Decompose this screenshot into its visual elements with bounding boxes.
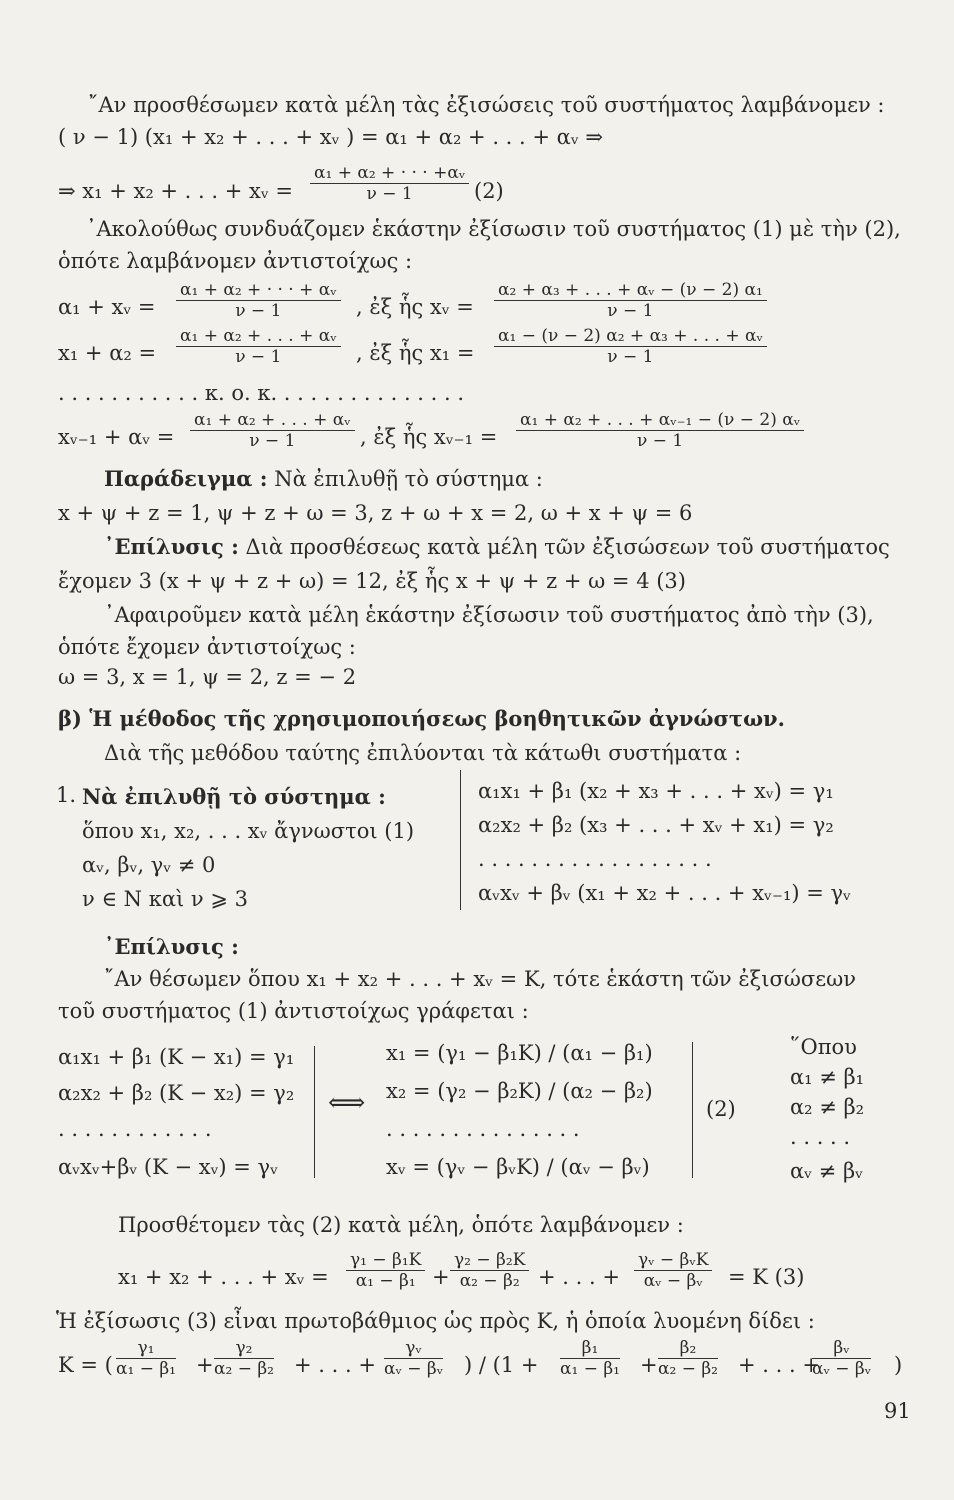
fraction-denominator: ν − 1	[607, 347, 654, 367]
fraction-numerator: γᵥ − βᵥK	[634, 1250, 712, 1271]
text-line: ῞Οπου	[790, 1035, 857, 1059]
fraction	[560, 1338, 620, 1379]
fraction-denominator: α₂ − β₂	[459, 1271, 520, 1291]
fraction	[494, 280, 767, 321]
fraction-denominator: ν − 1	[249, 431, 296, 451]
system-equation: α₂x₂ + β₂ (x₃ + . . . + xᵥ + x₁) = γ₂	[478, 813, 834, 837]
page-number: 91	[884, 1399, 911, 1423]
solution-text: Διὰ προσθέσεως κατὰ μέλη τῶν ἐξισώσεων τοῦ συστήματος	[245, 535, 890, 559]
text-line: ῎Αν προσθέσωμεν κατὰ μέλη τὰς ἐξισώσεις τοῦ συστήματος λαμβάνομεν :	[88, 93, 885, 117]
system-equation: x₂ = (γ₂ − β₂K) / (α₂ − β₂)	[386, 1079, 653, 1103]
text-line: τοῦ συστήματος (1) ἀντιστοίχως γράφεται :	[58, 999, 529, 1023]
text-line: ᾿Αφαιροῦμεν κατὰ μέλη ἑκάστην ἐξίσωσιν τοῦ συστήματος ἀπὸ τὴν (3),	[104, 603, 874, 627]
fraction-numerator: α₁ − (ν − 2) α₂ + α₃ + . . . + αᵥ	[494, 326, 767, 347]
equation-line: , ἐξ ἧς x₁ =	[356, 341, 475, 365]
text-line: Διὰ τῆς μεθόδου ταύτης ἐπιλύονται τὰ κάτωθι συστήματα :	[104, 741, 742, 765]
equation-line: ἔχομεν 3 (x + ψ + z + ω) = 12, ἐξ ἧς x + ψ + z + ω = 4 (3)	[58, 569, 686, 593]
fraction-denominator: αᵥ − βᵥ	[384, 1359, 444, 1379]
fraction-numerator: α₁ + α₂ + . . . + αᵥ	[190, 410, 355, 431]
plus-sign: + . . . +	[294, 1353, 376, 1377]
fraction-denominator: α₁ − β₁	[116, 1359, 176, 1379]
fraction	[176, 280, 341, 321]
fraction-numerator: β₁	[560, 1338, 620, 1359]
equation-line: ω = 3, x = 1, ψ = 2, z = − 2	[58, 665, 357, 689]
brace-line	[314, 1046, 315, 1178]
fraction	[310, 163, 469, 204]
system-equation: αᵥxᵥ+βᵥ (K − xᵥ) = γᵥ	[58, 1155, 278, 1179]
problem-number: 1.	[56, 783, 77, 807]
equation-line: x₁ + x₂ + . . . + xᵥ =	[118, 1265, 329, 1289]
fraction-numerator: α₁ + α₂ + · · · +αᵥ	[310, 163, 469, 184]
equation-line: xᵥ₋₁ + αᵥ =	[58, 425, 175, 449]
fraction-denominator: ν − 1	[366, 184, 413, 204]
equation-line: ⇒ x₁ + x₂ + . . . + xᵥ =	[58, 179, 293, 203]
fraction-numerator: α₁ + α₂ + . . . + αᵥ₋₁ − (ν − 2) αᵥ	[516, 410, 804, 431]
system-equation: xᵥ = (γᵥ − βᵥK) / (αᵥ − βᵥ)	[386, 1155, 650, 1179]
equation-line: α₁ + xᵥ =	[58, 295, 156, 319]
system-equation: α₁x₁ + β₁ (x₂ + x₃ + . . . + xᵥ) = γ₁	[478, 779, 834, 803]
fraction-numerator: βᵥ	[812, 1338, 871, 1359]
text-line: ὁπότε λαμβάνομεν ἀντιστοίχως :	[58, 249, 413, 273]
equation-label: (2)	[706, 1097, 736, 1121]
fraction	[176, 326, 341, 367]
fraction-numerator: γ₂ − β₂K	[450, 1250, 529, 1271]
fraction	[634, 1250, 712, 1291]
equation-label: (2)	[474, 179, 504, 203]
equation-line: , ἐξ ἧς xᵥ₋₁ =	[360, 425, 498, 449]
fraction-denominator: α₁ − β₁	[560, 1359, 620, 1379]
text-line: ὁπότε ἔχομεν ἀντιστοίχως :	[58, 635, 356, 659]
brace-line	[692, 1042, 693, 1178]
section-heading: β) Ἡ μέθοδος τῆς χρησιμοποιήσεως βοηθητικῶν ἀγνώστων.	[58, 706, 785, 731]
text-line: Ἡ ἐξίσωσις (3) εἶναι πρωτοβάθμιος ὡς πρὸς K, ἡ ὁποία λυομένη δίδει :	[56, 1309, 815, 1333]
fraction	[516, 410, 804, 451]
condition: . . . . .	[790, 1125, 851, 1149]
solution-label: ᾿Επίλυσις :	[104, 934, 239, 959]
fraction-denominator: α₂ − β₂	[658, 1359, 718, 1379]
fraction-denominator: ν − 1	[607, 301, 654, 321]
fraction-denominator: α₁ − β₁	[355, 1271, 416, 1291]
fraction	[346, 1250, 425, 1291]
plus-sign: +	[196, 1353, 214, 1377]
system-equation: α₁x₁ + β₁ (K − x₁) = γ₁	[58, 1045, 295, 1069]
fraction	[116, 1338, 176, 1379]
plus-sign: +	[432, 1265, 450, 1289]
ellipsis-line: . . . . . . . . . . . κ. ο. κ. . . . . . . . . . . . . . .	[58, 381, 465, 405]
fraction	[658, 1338, 718, 1379]
system-equation: . . . . . . . . . . . . . . . . . .	[478, 847, 712, 871]
fraction	[450, 1250, 529, 1291]
system-equation: . . . . . . . . . . . .	[58, 1117, 212, 1141]
fraction-denominator: ν − 1	[235, 301, 282, 321]
equation-line: x + ψ + z = 1, ψ + z + ω = 3, z + ω + x = 2, ω + x + ψ = 6	[58, 501, 693, 525]
fraction	[384, 1338, 443, 1379]
fraction	[494, 326, 767, 367]
equation-label: = K (3)	[728, 1265, 805, 1289]
condition: α₂ ≠ β₂	[790, 1095, 865, 1119]
system-equation: αᵥxᵥ + βᵥ (x₁ + x₂ + . . . + xᵥ₋₁) = γᵥ	[478, 881, 851, 905]
solution-heading	[104, 534, 890, 560]
equation-line: , ἐξ ἧς xᵥ =	[356, 295, 474, 319]
equation-line: ) / (1 +	[464, 1353, 539, 1377]
fraction-numerator: β₂	[658, 1338, 718, 1359]
text-line: Προσθέτομεν τὰς (2) κατὰ μέλη, ὁπότε λαμβάνομεν :	[118, 1213, 684, 1237]
fraction-denominator: αᵥ − βᵥ	[812, 1359, 872, 1379]
condition: α₁ ≠ β₁	[790, 1065, 865, 1089]
fraction-denominator: ν − 1	[235, 347, 282, 367]
fraction	[214, 1338, 274, 1379]
plus-sign: + . . . +	[538, 1265, 620, 1289]
system-equation: . . . . . . . . . . . . . . .	[386, 1117, 580, 1141]
system-equation: x₁ = (γ₁ − β₁K) / (α₁ − β₁)	[386, 1041, 653, 1065]
text-line: αᵥ, βᵥ, γᵥ ≠ 0	[82, 853, 216, 877]
fraction-denominator: α₂ − β₂	[214, 1359, 274, 1379]
text-line: ῎Αν θέσωμεν ὅπου x₁ + x₂ + . . . + xᵥ = K, τότε ἑκάστη τῶν ἐξισώσεων	[104, 967, 857, 991]
fraction-numerator: α₁ + α₂ + · · · + αᵥ	[176, 280, 341, 301]
fraction-numerator: γ₁ − β₁K	[346, 1250, 425, 1271]
example-text: Νὰ ἐπιλυθῇ τὸ σύστημα :	[274, 467, 543, 491]
equation-line: x₁ + α₂ =	[58, 341, 157, 365]
text-line: ν ∈ N καὶ ν ⩾ 3	[82, 887, 249, 911]
fraction-numerator: γ₁	[116, 1338, 176, 1359]
example-label: Παράδειγμα :	[104, 466, 268, 491]
fraction-denominator: αᵥ − βᵥ	[643, 1271, 703, 1291]
fraction-numerator: γᵥ	[384, 1338, 443, 1359]
text-line: ᾿Ακολούθως συνδυάζομεν ἑκάστην ἐξίσωσιν τοῦ συστήματος (1) μὲ τὴν (2),	[86, 217, 901, 241]
equation-line: ( ν − 1) (x₁ + x₂ + . . . + xᵥ ) = α₁ + α₂ + . . . + αᵥ ⇒	[58, 125, 603, 149]
fraction-numerator: α₁ + α₂ + . . . + αᵥ	[176, 326, 341, 347]
problem-label: Νὰ ἐπιλυθῇ τὸ σύστημα :	[82, 784, 386, 809]
fraction-denominator: ν − 1	[636, 431, 684, 451]
equation-line: )	[894, 1353, 903, 1377]
divider-line	[460, 770, 461, 910]
fraction-numerator: α₂ + α₃ + . . . + αᵥ − (ν − 2) α₁	[494, 280, 767, 301]
equation-line: K = (	[58, 1353, 113, 1377]
condition: αᵥ ≠ βᵥ	[790, 1159, 863, 1183]
equivalence-arrow: ⟺	[328, 1088, 366, 1118]
plus-sign: + . . . +	[738, 1353, 820, 1377]
example-heading	[104, 466, 543, 492]
system-equation: α₂x₂ + β₂ (K − x₂) = γ₂	[58, 1081, 295, 1105]
text-line: ὅπου x₁, x₂, . . . xᵥ ἄγνωστοι (1)	[82, 819, 415, 843]
fraction-numerator: γ₂	[214, 1338, 274, 1359]
solution-label: ᾿Επίλυσις :	[104, 534, 239, 559]
fraction	[812, 1338, 871, 1379]
plus-sign: +	[640, 1353, 658, 1377]
fraction	[190, 410, 355, 451]
